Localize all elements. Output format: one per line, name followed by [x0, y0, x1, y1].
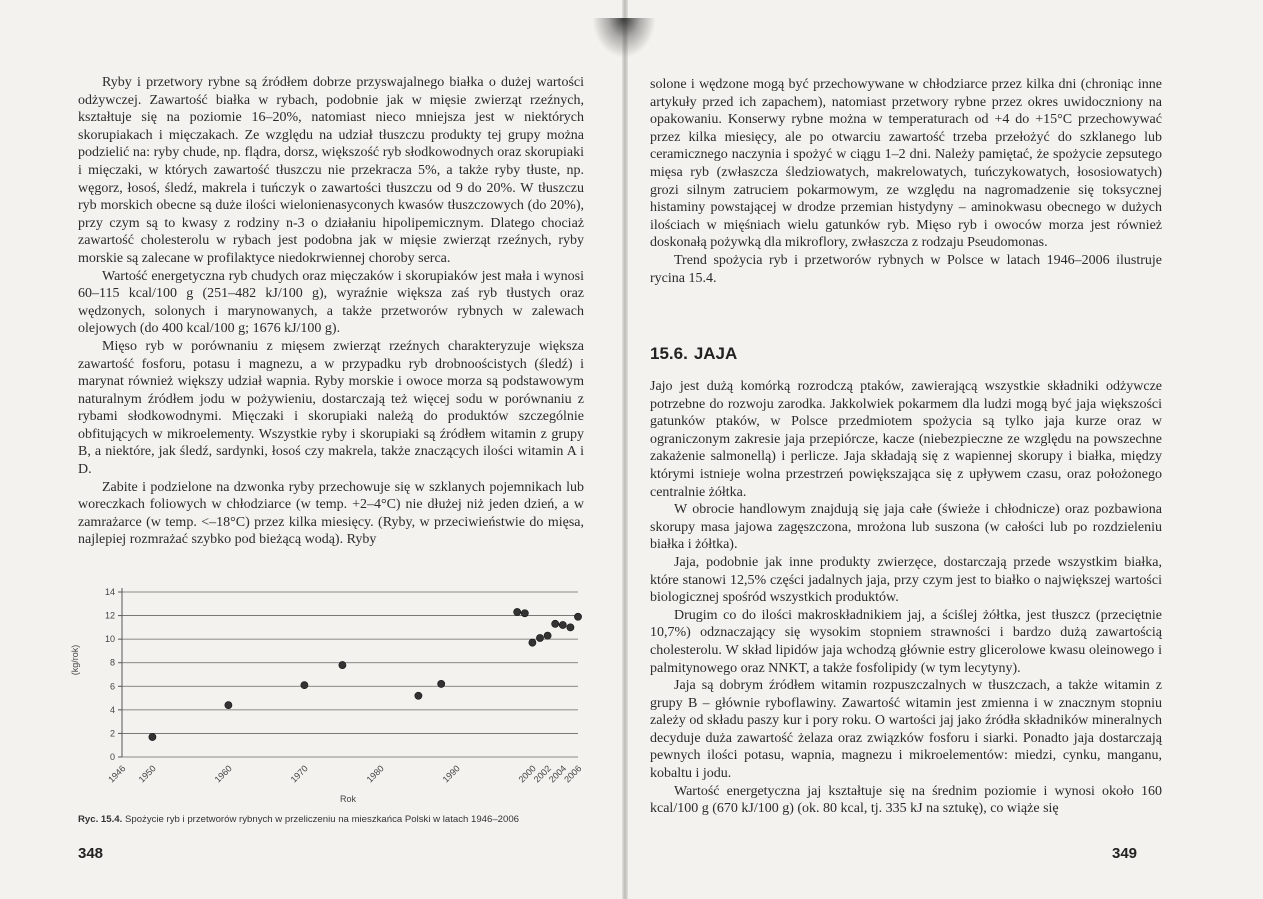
y-tick-label: 10: [104, 634, 115, 645]
x-tick-label: 1980: [364, 763, 386, 785]
data-point: [415, 692, 422, 699]
left-page-text: [78, 74, 584, 549]
y-tick-label: 8: [109, 657, 115, 668]
data-point: [536, 634, 543, 641]
x-tick-label: 1950: [136, 763, 158, 785]
y-tick-labels: [105, 587, 115, 762]
data-point: [567, 624, 574, 631]
x-tick-label: 2002: [531, 763, 554, 785]
data-point: [149, 733, 156, 740]
data-points: [149, 608, 582, 740]
page-number-right: 349: [1112, 845, 1138, 862]
x-tick-label: 2000: [516, 763, 538, 785]
data-point: [559, 621, 566, 628]
book-spine: [622, 0, 628, 899]
x-tick-label: 1990: [440, 763, 462, 785]
paragraph: Wartość energetyczna jaj kształtuje się na średnim poziomie i wynosi około 160 kcal/100 g (670 kJ/100 g) (ok. 80 kcal, tj. 335 kJ na sztukę), co wiąże się: [650, 783, 1162, 817]
paragraph: W obrocie handlowym znajdują się jaja całe (świeże i chłodnicze) oraz pozbawiona skorupy masa jajowa zagęszczona, mrożona lub suszona (w całości lub po rozdzieleniu białka i żółtka).: [650, 502, 1162, 553]
fish-consumption-chart: [60, 580, 590, 810]
paragraph: Jaja, podobnie jak inne produkty zwierzęce, dostarczają przede wszystkim białka, które stanowi 12,5% części jadalnych jaja, przy czym jest to białko o największej wartości biologicznej spośród wszystkich produktów.: [650, 554, 1162, 606]
paragraph: Wartość energetyczna ryb chudych oraz mięczaków i skorupiaków jest mała i wynosi 60–115 kcal/100 g (251–482 kJ/100 g), wyraźnie większa zaś ryb tłustych oraz wędzonych, solonych i marynowanych, a także przetworów rybnych w zalewach olejowych (do 400 kcal/100 g; 1676 kJ/100 g).: [78, 268, 584, 337]
caption-text: Spożycie ryb i przetworów rybnych w przeliczeniu na mieszkańca Polski w latach 1946–2006: [124, 814, 520, 825]
data-point: [339, 661, 346, 668]
data-point: [438, 680, 445, 687]
page-number-left: 348: [78, 845, 104, 862]
x-tick-label: 1946: [106, 763, 128, 785]
data-point: [574, 613, 581, 620]
paragraph: Zabite i podzielone na dzwonka ryby przechowuje się w szklanych pojemnikach lub woreczkach foliowych w chłodziarce (w temp. +2–4°C) nie dłużej niż jeden dzień, a w zamrażarce (w temp. <–18°C) przez kilka miesięcy. (Ryby, w przeciwieństwie do mięsa, najlepiej rozmrażać szybko pod bieżącą wodą). Ryby: [78, 479, 584, 548]
chart-grid: [118, 588, 578, 757]
data-point: [544, 632, 551, 639]
paragraph: Jajo jest dużą komórką rozrodczą ptaków, zawierającą wszystkie składniki odżywcze potrzebne do rozwoju zarodka. Jakkolwiek pokarmem dla ludzi mogą być jaja większości gatunków ptaków, w Polsce przedmiotem spożycia są tylko jaja kurze oraz w ograniczonym zakresie jaja przepiórcze, kacze (niebezpieczne ze względu na powszechne zakażenie salmonellą) i perlicze. Jaja składają się z wapiennej skorupy i białka, między którymi istnieje wolna przestrzeń powiększająca się z upływem czasu, oraz położonego centralnie żółtka.: [650, 379, 1162, 500]
right-page-text-bottom: [650, 378, 1162, 818]
right-page-text-top: [650, 76, 1162, 287]
data-point: [225, 702, 232, 709]
y-tick-label: 12: [104, 610, 115, 621]
data-point: [552, 620, 559, 627]
section-title: JAJA: [693, 344, 738, 363]
paragraph: Trend spożycia ryb i przetworów rybnych w Polsce w latach 1946–2006 ilustruje rycina 15.4.: [650, 252, 1162, 286]
y-axis-label: (kg/rok): [70, 644, 80, 676]
figure-caption: [78, 814, 588, 825]
data-point: [514, 608, 521, 615]
caption-label: Ryc. 15.4.: [78, 814, 123, 825]
y-tick-label: 4: [109, 704, 115, 715]
paragraph: solone i wędzone mogą być przechowywane w chłodziarce przez kilka dni (chroniąc inne artykuły przed ich zapachem), natomiast przetwory rybne przez okres uwidoczniony na opakowaniu. Konserwy rybne można w temperaturach od +4 do +15°C przechowywać przez kilka miesięcy, ale po otwarciu zawartość trzeba przełożyć do szklanego lub ceramicznego naczynia i spożyć w ciągu 1–2 dni. Należy pamiętać, że spożycie zepsutego mięsa ryb (zwłaszcza śledziowatych, makrelowatych, tuńczykowatych, łososiowatych) grozi silnym zatruciem pokarmowym, ze względu na nagromadzenie się toksycznej histaminy powstającej w drodze przemian histydyny – aminokwasu obecnego w dużych ilościach w mięśniach wielu gatunków ryb. Mięso ryb i owoców morza jest również doskonałą pożywką dla mikroflory, zwłaszcza z rodzaju Pseudomonas.: [650, 77, 1162, 251]
y-tick-label: 6: [109, 681, 115, 692]
x-tick-label: 2006: [562, 763, 584, 785]
section-heading: [650, 344, 737, 364]
paragraph: Ryby i przetwory rybne są źródłem dobrze przyswajalnego białka o dużej wartości odżywczej. Zawartość białka w rybach, podobnie jak w mięsie zwierząt rzeźnych, kształtuje się na poziomie 16–20%, natomiast nieco mniejsza jest w niektórych skorupiakach i mięczakach. Ze względu na udział tłuszczu produkty tej grupy można podzielić na: ryby chude, np. flądra, dorsz, większość ryb słodkowodnych oraz skorupiaki i mięczaki, w których zawartość tłuszczu nie przekracza 5%, a także ryby tłuste, np. węgorz, łosoś, śledź, makrela i tuńczyk o zawartości tłuszczu od 9 do 20%. W tłuszczu ryb morskich obecne są duże ilości wielonienasyconych kwasów tłuszczowych (do 20%), przy czym są to kwasy z rodziny n-3 o działaniu hipolipemicznym. Dlatego chociaż zawartość cholesterolu w rybach jest podobna jak w mięsie zwierząt rzeźnych, ryby morskie są zalecane w profilaktyce niedokrwiennej choroby serca.: [78, 75, 584, 266]
x-tick-label: 2004: [546, 763, 569, 785]
y-tick-label: 14: [104, 587, 115, 597]
paragraph: Jaja są dobrym źródłem witamin rozpuszczalnych w tłuszczach, a także witamin z grupy B – głównie ryboflawiny. Zawartość witamin jest zmienna i w znacznym stopniu zależy od składu paszy kur i pory roku. O wartości jaj jako źródła składników mineralnych decyduje duża zawartość żelaza oraz związków fosforu i siarki. Ponadto jaja dostarczają pewnych ilości potasu, wapnia, magnezu i mikroelementów: miedzi, cynku, manganu, kobaltu i jodu.: [650, 678, 1162, 782]
x-tick-labels: [106, 763, 583, 784]
data-point: [521, 610, 528, 617]
x-tick-label: 1970: [288, 763, 310, 785]
data-point: [529, 639, 536, 646]
paragraph: Drugim co do ilości makroskładnikiem jaj, a ściślej żółtka, jest tłuszcz (przeciętnie 10,7%) odznaczający się wysokim stopniem strawności i bardzo dużą zawartością cholesterolu. W skład lipidów jaja wchodzą głównie estry glicerolowe kwasu oleinowego i palmitynowego oraz NNKT, a także fosfolipidy (w tym lecytyny).: [650, 607, 1162, 676]
paragraph: Mięso ryb w porównaniu z mięsem zwierząt rzeźnych charakteryzuje większa zawartość fosforu, potasu i magnezu, a w przypadku ryb drobnoościstych (śledź) i marynat również większy udział wapnia. Ryby morskie i owoce morza są podstawowym naturalnym źródłem jodu w pożywieniu, dostarczają też więcej sodu w porównaniu z rybami słodkowodnymi. Mięczaki i skorupiaki należą do produktów szczególnie obfitujących w mikroelementy. Wszystkie ryby i skorupiaki są źródłem witamin z grupy B, a niektóre, jak śledź, sardynki, łosoś czy makrela, także znaczących ilości witamin A i D.: [78, 338, 584, 478]
x-tick-label: 1960: [212, 763, 234, 785]
data-point: [301, 682, 308, 689]
y-tick-label: 0: [109, 752, 115, 762]
section-number: 15.6.: [650, 344, 688, 363]
y-tick-label: 2: [109, 728, 115, 739]
x-axis-label: Rok: [339, 794, 357, 804]
binding-shadow: [592, 18, 656, 58]
